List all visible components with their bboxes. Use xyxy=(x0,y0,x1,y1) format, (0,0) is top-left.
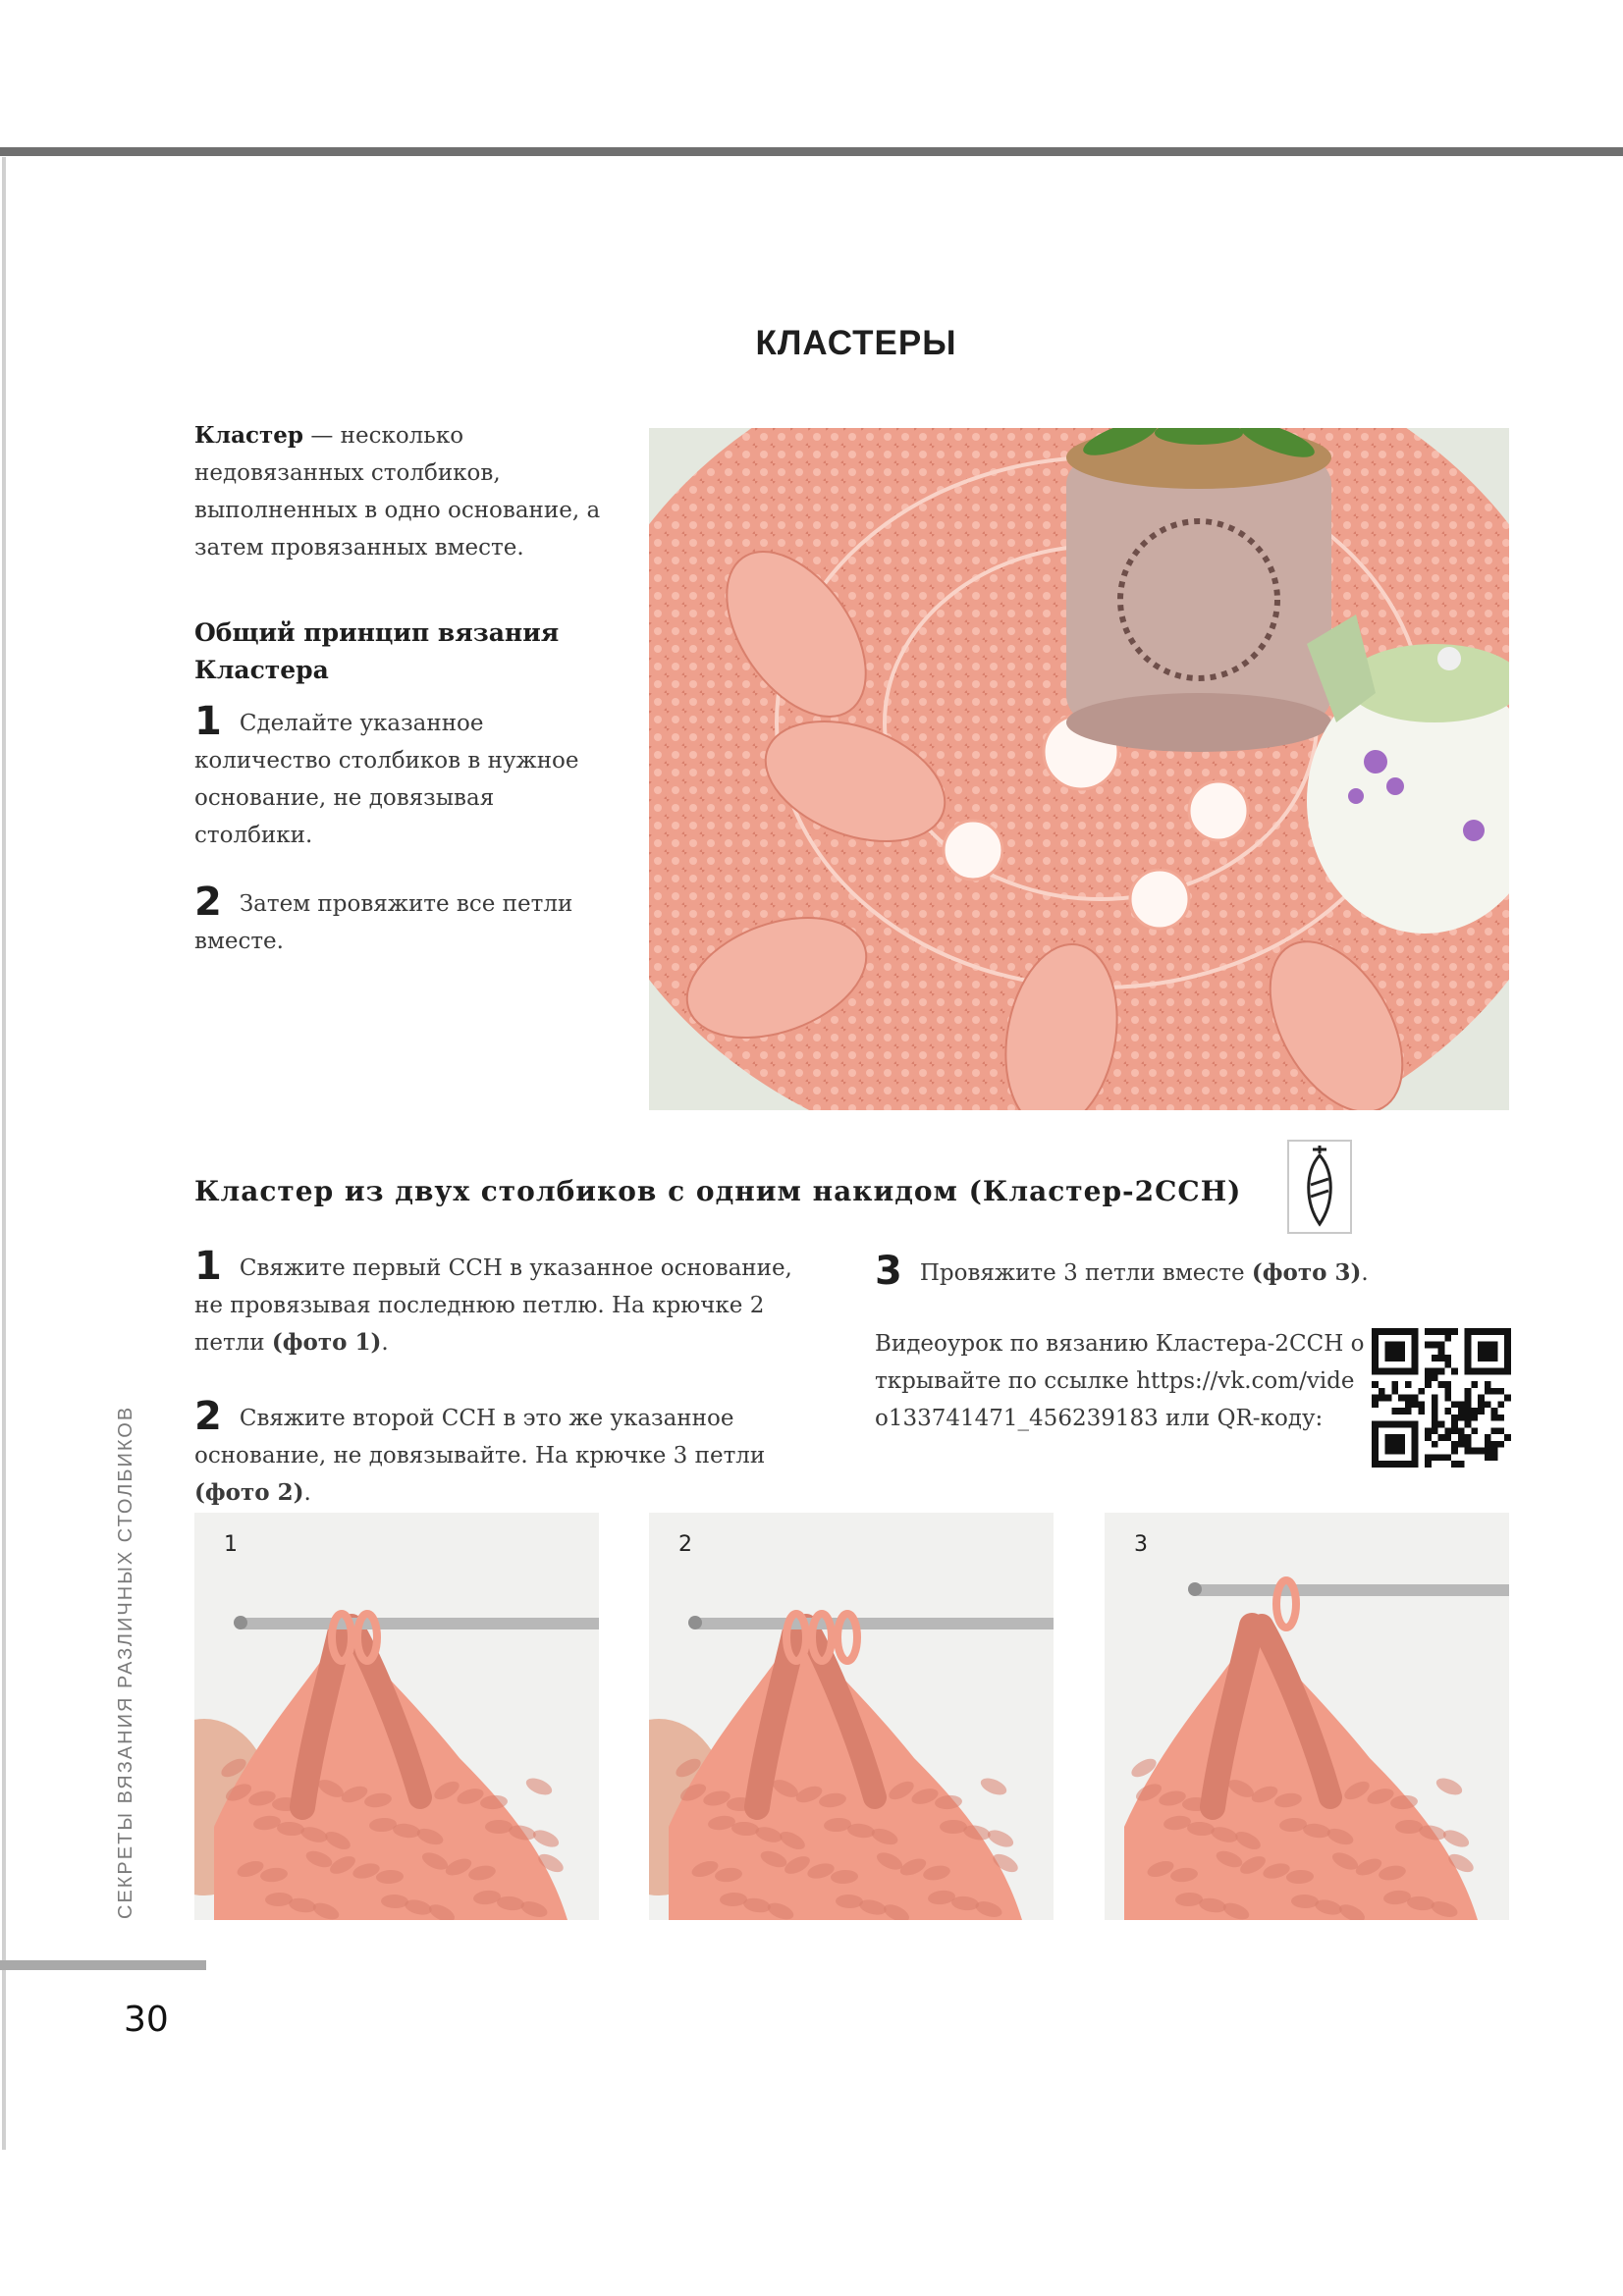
running-title: СЕКРЕТЫ ВЯЗАНИЯ РАЗЛИЧНЫХ СТОЛБИКОВ xyxy=(115,1405,136,1919)
photo-reference: (фото 3) xyxy=(1251,1259,1362,1286)
photo-number: 1 xyxy=(224,1532,238,1557)
intro-text: — несколько недовязанных столбиков, выполненных в одно основание, а затем провязанных вместе. xyxy=(194,423,601,561)
step-number: 2 xyxy=(194,1394,222,1439)
cluster2-step-2: 2 Свяжите второй ССН в это же указанное основание, не довязывайте. На крючке 3 петли (фото 2). xyxy=(194,1394,766,1506)
step-photo-2 xyxy=(649,1513,1054,1920)
step-text: Затем провяжите все петли вместе. xyxy=(194,891,573,954)
step-photo-1 xyxy=(194,1513,599,1920)
doily-photo xyxy=(649,428,1509,1110)
bottom-rule xyxy=(0,1960,206,1970)
doily-illustration xyxy=(649,428,1509,1110)
step-number: 1 xyxy=(194,1244,222,1289)
cluster2-step-3: 3 Провяжите 3 петли вместе (фото 3). xyxy=(875,1249,1369,1294)
cluster-symbol-icon xyxy=(1287,1140,1352,1234)
cluster2-heading: Кластер из двух столбиков с одним накидом (Кластер-2ССН) xyxy=(194,1175,1242,1207)
step-text: Сделайте указанное количество столбиков в нужное основание, не довязывая столбики. xyxy=(194,711,579,848)
video-link-text: Видеоурок по вязанию Кластера-2ССН открывайте по ссылке https://vk.com/video133741471_456239183 или QR-коду: xyxy=(875,1331,1365,1431)
side-rule xyxy=(2,157,6,2150)
principle-heading: Общий принцип вязания Кластера xyxy=(194,618,560,684)
photo-reference: (фото 1) xyxy=(271,1329,382,1356)
step-text: Свяжите второй ССН в это же указанное основание, не довязывайте. На крючке 3 петли xyxy=(194,1406,766,1468)
photo-reference: (фото 2) xyxy=(194,1479,304,1506)
step-number: 3 xyxy=(875,1249,902,1294)
step-photo-3 xyxy=(1105,1513,1509,1920)
step-text: Свяжите первый ССН в указанное основание, не провязывая последнюю петлю. На крючке 2 петли xyxy=(194,1255,792,1356)
qr-code[interactable] xyxy=(1372,1328,1511,1468)
top-rule xyxy=(0,147,1623,156)
photo-number: 2 xyxy=(678,1532,692,1557)
step-number: 1 xyxy=(194,699,222,744)
step-text: Провяжите 3 петли вместе xyxy=(919,1260,1252,1286)
principle-step-2 xyxy=(194,880,607,960)
cluster2-step-1: 1 Свяжите первый ССН в указанное основание, не провязывая последнюю петлю. На крючке 2 петли (фото 1). xyxy=(194,1244,792,1356)
photo-number: 3 xyxy=(1134,1532,1148,1557)
step-number: 2 xyxy=(194,880,222,925)
intro-term: Кластер xyxy=(194,422,304,449)
principle-step-1 xyxy=(194,699,607,854)
page-title: КЛАСТЕРЫ xyxy=(755,324,957,362)
page-number: 30 xyxy=(124,2000,169,2040)
intro-definition xyxy=(194,417,607,566)
